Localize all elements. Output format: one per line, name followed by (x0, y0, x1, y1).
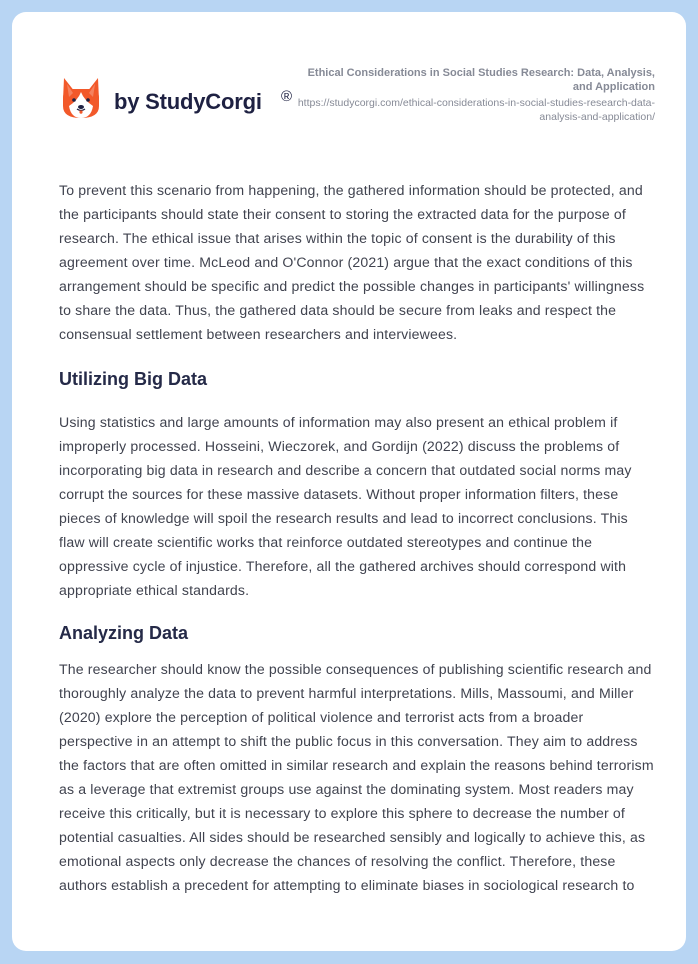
studycorgi-logo[interactable] (61, 76, 293, 120)
document-title: Ethical Considerations in Social Studies Research: Data, Analysis, and Application (307, 67, 655, 93)
registered-mark: ® (281, 88, 293, 105)
corgi-logo-icon (61, 76, 101, 120)
document-meta (295, 66, 655, 124)
document-content (59, 178, 657, 897)
document-url[interactable]: https://studycorgi.com/ethical-considerations-in-social-studies-research-data-analysis-and-application/ (297, 97, 655, 123)
section-paragraph-utilizing-big-data: Using statistics and large amounts of information may also present an ethical problem if improperly processed. Hosseini, Wieczorek, and Gordijn (2022) discuss the problems of incorporating big data in research and describe a concern that outdated social norms may corrupt the sources for these massive datasets. Without proper information filters, these pieces of knowledge will spoil the research results and lead to incorrect conclusions. This flaw will create scientific works that reinforce outdated stereotypes and continue the oppressive cycle of injustice. Therefore, all the gathered archives should correspond with appropriate ethical standards. (59, 414, 632, 598)
section-heading-wrap (59, 621, 657, 645)
section-heading-wrap (59, 367, 657, 391)
section-paragraph-analyzing-data: The researcher should know the possible consequences of publishing scientific research and thoroughly analyze the data to prevent harmful interpretations. Mills, Massoumi, and Miller (2020) explore the perception of political violence and terrorist acts from a broader perspective in an attempt to shift the public focus in this conversation. They aim to address the factors that are often omitted in similar research and explain the reasons behind terrorism as a leverage that extremist groups use against the dominating system. Most readers may receive this critically, but it is necessary to explore this sphere to decrease the number of potential casualties. All sides should be researched sensibly and logically to achieve this, as emotional aspects only decrease the chances of resolving the conflict. Therefore, these authors establish a precedent for attempting to eliminate biases in sociological research to (59, 661, 654, 893)
document-header (12, 12, 686, 152)
intro-paragraph: To prevent this scenario from happening, the gathered information should be protected, and the participants should state their consent to storing the extracted data for the purpose of research. The ethical issue that arises within the topic of consent is the durability of this agreement over time. McLeod and O'Connor (2021) argue that the exact conditions of this arrangement should be specific and predict the possible changes in participants' willingness to share the data. Thus, the gathered data should be secure from leaks and respect the consensual settlement between researchers and interviewees. (59, 182, 645, 342)
section-heading-utilizing-big-data: Utilizing Big Data (59, 369, 207, 389)
brand-name: by StudyCorgi (114, 89, 262, 114)
document-card (12, 12, 686, 951)
section-heading-analyzing-data: Analyzing Data (59, 623, 189, 643)
